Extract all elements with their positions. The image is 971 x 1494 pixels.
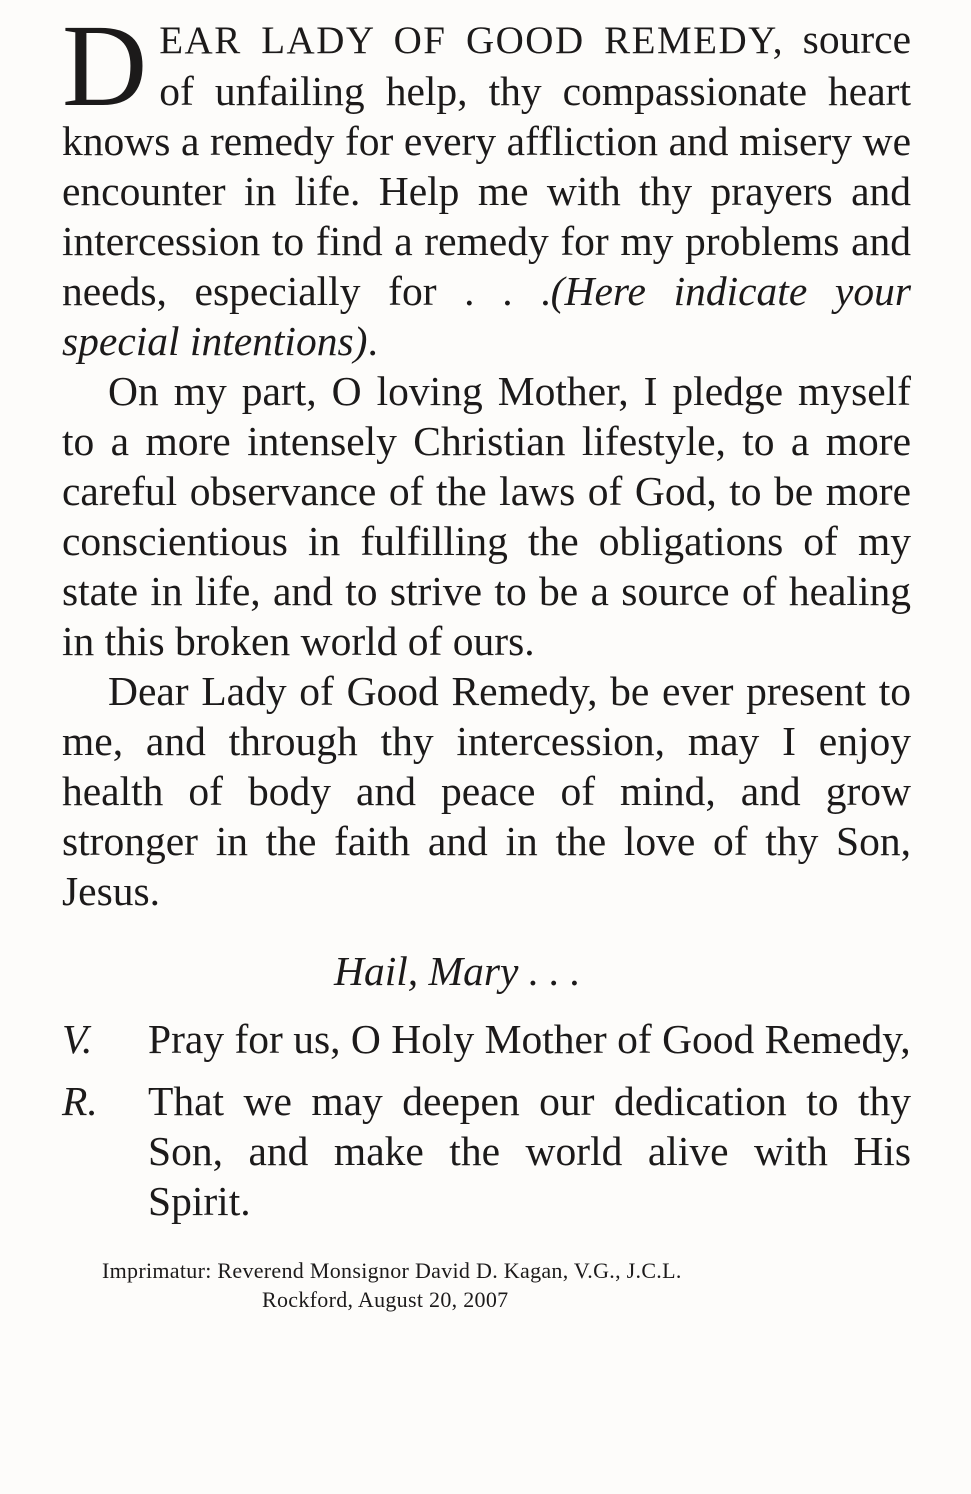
response-text: That we may deepen our dedication to thy Son, and make the world alive with His Spirit. <box>148 1078 911 1224</box>
prayer-body <box>62 0 911 916</box>
paragraph-1-text: source of unfailing help, thy compassionate heart knows a remedy for every affliction and misery we encounter in life. Help me with thy prayers and intercession to find a remedy for my problems and needs, especially for . . . <box>62 16 911 314</box>
special-intentions-note: (Here indicate your special intentions) <box>62 268 911 364</box>
imprimatur <box>102 1256 911 1314</box>
versicle-text: Pray for us, O Holy Mother of Good Remedy, <box>148 1016 911 1062</box>
prayer-paragraph-2: On my part, O loving Mother, I pledge myself to a more intensely Christian lifestyle, to a more careful observance of the laws of God, to be more conscientious in fulfilling the obligations of my state in life, and to strive to be a source of healing in this broken world of ours. <box>62 368 911 664</box>
versicle <box>62 1014 911 1064</box>
paragraph-1-end: . <box>367 318 378 364</box>
drop-cap: D <box>62 0 148 131</box>
prayer-paragraph-1 <box>62 0 911 366</box>
hail-mary-line: Hail, Mary . . . <box>334 948 581 994</box>
opening-caps: EAR LADY OF GOOD REMEDY, <box>159 19 785 62</box>
imprimatur-line-2: Rockford, August 20, 2007 <box>262 1287 509 1312</box>
imprimatur-line-1: Imprimatur: Reverend Monsignor David D. Kagan, V.G., J.C.L. <box>102 1258 682 1283</box>
prayer-paragraph-3: Dear Lady of Good Remedy, be ever present to me, and through thy intercession, may I enjoy health of body and peace of mind, and grow stronger in the faith and in the love of thy Son, Jesus. <box>62 668 911 914</box>
response <box>62 1076 911 1226</box>
versicle-mark: V. <box>62 1016 93 1062</box>
response-mark: R. <box>62 1078 98 1124</box>
